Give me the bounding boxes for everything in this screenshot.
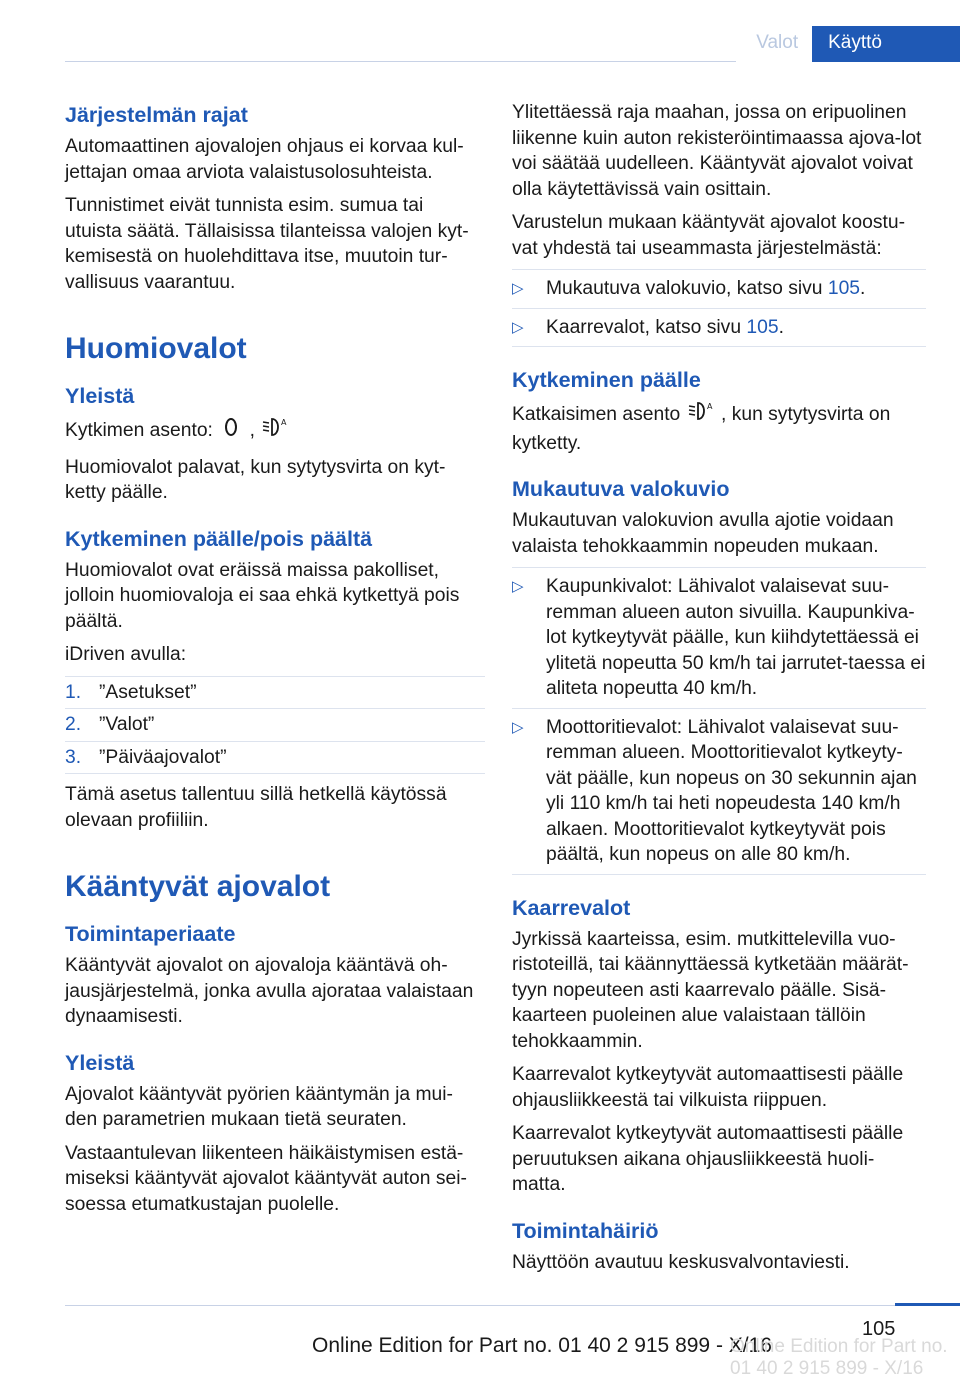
left-column	[65, 100, 485, 1225]
list-item: 3. ”Päiväajovalot”	[65, 742, 485, 775]
list-item: ▷ Mukautuva valokuvio, katso sivu 105.	[512, 269, 926, 309]
auto-headlight-icon	[260, 415, 290, 447]
footer-accent	[895, 1303, 960, 1306]
list-item: ▷ Kaarrevalot, katso sivu 105.	[512, 309, 926, 348]
list-item: 2. ”Valot”	[65, 709, 485, 742]
paragraph: Huomiovalot palavat, kun sytytysvirta on kyt-ketty päälle.	[65, 456, 446, 503]
page-link[interactable]: 105	[746, 316, 779, 338]
header-tabs	[742, 26, 960, 62]
page-link[interactable]: 105	[827, 278, 861, 299]
heading-switch-on: Kytkeminen päälle	[512, 368, 701, 392]
paragraph: Ajovalot kääntyvät pyörien kääntymän ja mui-den parametrien mukaan tietä seuraten.	[65, 1083, 453, 1130]
paragraph: Tämä asetus tallentuu sillä hetkellä käytössä olevaan profiiliin.	[65, 784, 447, 831]
heading-principle: Toimintaperiaate	[65, 922, 236, 946]
paragraph: Mukautuvan valokuvion avulla ajotie voidaan valaista tehokkaammin nopeuden mukaan.	[512, 510, 894, 557]
heading-general: Yleistä	[65, 384, 135, 408]
list-item: 1. ”Asetukset”	[65, 676, 485, 710]
header-rule	[65, 61, 736, 62]
footer-edition: Online Edition for Part no. 01 40 2 915 899 - X/16	[312, 1334, 772, 1357]
page-number: 105	[862, 1318, 896, 1340]
auto-headlight-icon	[686, 399, 716, 431]
heading-adaptive-light-pattern: Mukautuva valokuvio	[512, 477, 730, 501]
triangle-bullet-icon: ▷	[512, 318, 524, 336]
triangle-bullet-icon: ▷	[512, 578, 524, 595]
triangle-bullet-icon: ▷	[512, 718, 524, 736]
paragraph: Kaarrevalot kytkeytyvät automaattisesti päälle peruutuksen aikana ohjausliikkeestä huoli-matta.	[512, 1123, 904, 1195]
heading-system-limits: Järjestelmän rajat	[65, 103, 248, 127]
svg-text:A: A	[281, 418, 287, 427]
paragraph: Näyttöön avautuu keskusvalvontaviesti.	[512, 1251, 850, 1273]
footer-rule	[65, 1305, 895, 1306]
idrive-steps-list	[65, 676, 485, 775]
svg-text:A: A	[706, 402, 713, 411]
paragraph: iDriven avulla:	[65, 644, 187, 665]
heading-general: Yleistä	[65, 1050, 135, 1075]
switch-label: Kytkimen asento:	[65, 419, 213, 441]
paragraph: Ylitettäessä raja maahan, jossa on eripuolinen liikenne kuin auton rekisteröintimaassa ajova-lot voi säätää uudelleen. Kääntyvät ajovalot voivat olla käytettävissä vain osittain.	[512, 102, 922, 200]
paragraph: Jyrkissä kaarteissa, esim. mutkittelevilla vuo-ristoteillä, tai käännyttäessä kytketään määrät-tyyn nopeuteen asti kaarrevalo päälle. Sisä-kaarteen puoleinen alue valaistaan tällöin tehokkaammin.	[512, 928, 909, 1052]
light-pattern-list	[512, 567, 926, 875]
systems-list	[512, 269, 926, 347]
switch-separator: ,	[249, 419, 255, 441]
paragraph: Vastaantulevan liikenteen häikäistymisen estä-miseksi kääntyvät ajovalot kääntyvät auton sei-soessa etumatkustajan puolelle.	[65, 1142, 467, 1215]
list-item: ▷ Moottoritievalot: Lähivalot valaisevat suu-remman alueen. Moottoritievalot kytkeyty-vät päälle, kun nopeus on 30 sekunnin ajan yli 110 km/h tai heti nopeudesta 140 km/h alkaen. Moottoritievalot kytkeytyvät pois päältä, kun nopeus on alle 80 km/h.	[512, 709, 926, 875]
heading-malfunction: Toimintahäiriö	[512, 1218, 659, 1243]
paragraph: Kaarrevalot kytkeytyvät automaattisesti päälle ohjausliikkeestä tai vilkuista riippuen.	[512, 1064, 904, 1111]
switch-on-line: Katkaisimen asento A , kun sytytysvirta on kytketty.	[512, 399, 926, 456]
watermark: Online Edition for Part no. 01 40 2 915 899 - X/16	[730, 1336, 948, 1379]
right-column	[512, 100, 926, 1283]
paragraph: Kääntyvät ajovalot on ajovaloja kääntävä oh-jausjärjestelmä, jonka avulla ajorataa valaistaan dynaamisesti.	[65, 955, 474, 1027]
list-item: ▷ Kaupunkivalot: Lähivalot valaisevat suu-remman alueen auton sivuilla. Kaupunkiva-lot kytkeytyvät päälle, kun kiihdytettäessä ei ylitetä nopeutta 50 km/h tai jarrutet-taessa ei aliteta nopeutta 40 km/h.	[512, 567, 926, 709]
paragraph: Automaattinen ajovalojen ohjaus ei korvaa kul-jettajan omaa arviota valaistusolosuhteista.	[65, 136, 464, 183]
paragraph: Huomiovalot ovat eräissä maissa pakolliset, jolloin huomiovaloja ei saa ehkä kytkettyä pois päältä.	[65, 559, 460, 632]
heading-adaptive-headlights: Kääntyvät ajovalot	[65, 870, 331, 903]
heading-daytime-lights: Huomiovalot	[65, 332, 247, 365]
tab-chapter: Käyttö	[812, 26, 960, 62]
heading-cornering-lights: Kaarrevalot	[512, 895, 631, 920]
switch-position-line	[65, 415, 485, 447]
triangle-bullet-icon: ▷	[512, 280, 524, 297]
tab-section: Valot	[756, 32, 799, 53]
paragraph: Varustelun mukaan kääntyvät ajovalot koostu-vat yhdestä tai useammasta järjestelmästä:	[512, 212, 905, 259]
paragraph: Tunnistimet eivät tunnista esim. sumua tai utuista säätä. Tällaisissa tilanteissa valojen kyt-kemisestä on huolehdittava itse, muutoin tur-vallisuus vaarantuu.	[65, 195, 469, 293]
light-switch-zero-icon	[218, 416, 244, 446]
heading-switch-on-off: Kytkeminen päälle/pois päältä	[65, 526, 373, 551]
